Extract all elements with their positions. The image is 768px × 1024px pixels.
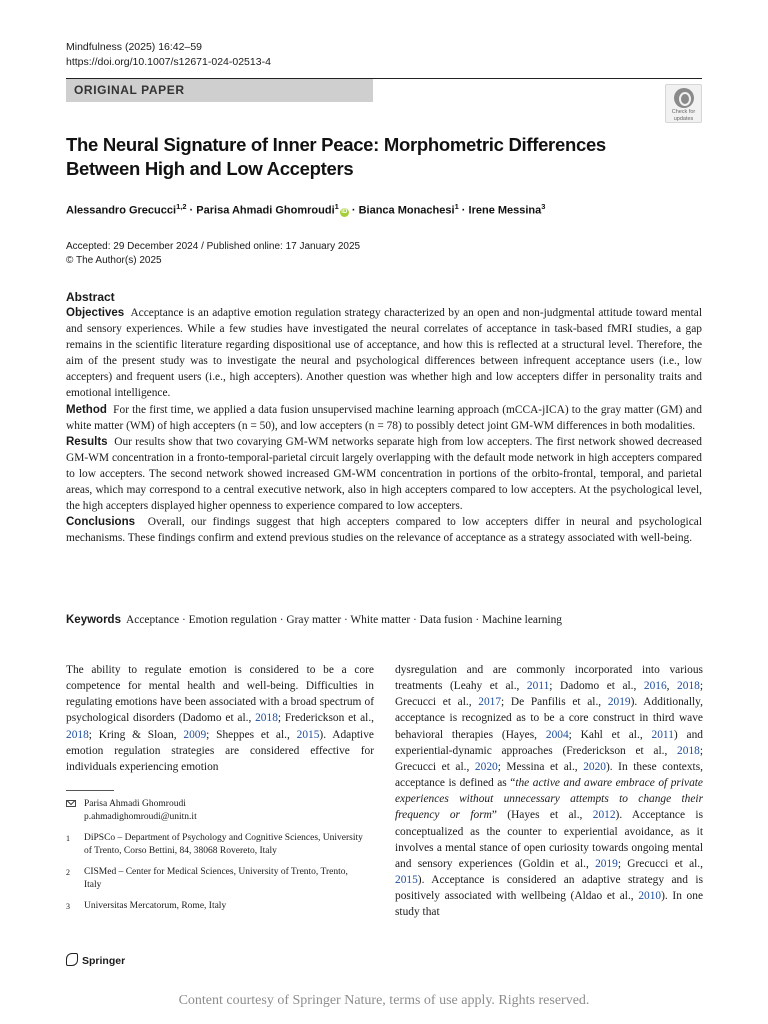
abstract-section [66,290,702,546]
footnote-rule [66,790,114,791]
abstract-objectives [66,305,702,402]
citation-link[interactable]: 2010 [638,890,662,903]
citation-link[interactable]: 2015 [395,874,418,887]
body-text: ; Messina et al., [497,760,584,773]
author-name[interactable]: Parisa Ahmadi Ghomroudi [196,204,335,217]
body-column-left [66,662,374,775]
doi-link[interactable]: https://doi.org/10.1007/s12671-024-02513-4 [66,56,271,68]
citation-link[interactable]: 2004 [545,728,569,741]
publisher-logo [66,953,125,967]
body-text: dysregulation and are commonly incorporated into various treatments (Leahy et al., [395,664,703,693]
affiliation-number: 1 [66,834,70,843]
crossmark-icon [674,88,694,108]
author-affiliation: 3 [541,202,546,211]
body-text: ). In these contexts, acceptance is defined as “ [395,760,703,790]
results-text: Our results show that two covarying GM-WM networks separate high from low accepters. The first network showed decreased GM-WM concentration in a fronto-temporal-parietal circuit largely overlapping with the default mode network in high accepters compared to low accepters. The second network showed increased GM-WM concentration in portions of the orbito-frontal, temporal, and parietal areas, which may correspond to a central executive network, also in high accepters compared to low accepters. At the psychological level, the high accepters displayed higher openness to experience compared to low accepters. [66,435,702,513]
keywords-label: Keywords [66,614,121,626]
objectives-text: Acceptance is an adaptive emotion regulation strategy characterized by an open and non-judgmental attitude toward mental and sensory experiences. While a few studies have investigated the neural correlates of acceptance in task-based fMRI studies, a gap remains in the scientific literature regarding dispositional use of acceptance, and how this is reflected at a structural level. Therefore, the aim of the present study was to investigate the neural and psychological differences between infrequent acceptance users (i.e., low accepters) and frequent users (i.e., high accepters). Another question was whether high and low accepters differ in personality traits and emotional intelligence. [66,307,702,400]
springer-horse-icon [66,953,78,966]
corresponding-author-email[interactable]: p.ahmadighomroudi@unitn.it [84,812,197,822]
copyright-line: © The Author(s) 2025 [66,255,162,266]
keywords-section [66,614,706,626]
author-affiliation: 1,2 [176,202,187,211]
results-label: Results [66,435,108,448]
citation-link[interactable]: 2018 [66,728,89,741]
author-name[interactable]: Irene Messina [468,204,542,217]
affiliation-number: 3 [66,902,70,911]
corresponding-author-note [66,798,366,824]
citation-link[interactable]: 2018 [677,744,700,757]
conclusions-text: Overall, our findings suggest that high accepters compared to low accepters differ in neural and psychological mechanisms. These findings confirm and extend previous studies on the relevance of acceptance as a strategy associated with well-being. [66,516,702,545]
affiliation-note [66,832,366,858]
keywords-list: Acceptance · Emotion regulation · Gray matter · White matter · Data fusion · Machine learning [126,614,562,626]
publisher-name: Springer [82,955,126,967]
affiliation-note [66,866,366,892]
check-updates-line1: Check for [671,109,696,115]
citation-link[interactable]: 2018 [255,712,278,725]
affiliation-text: Universitas Mercatorum, Rome, Italy [84,901,227,911]
body-text: ; Dadomo et al., [549,680,644,693]
method-text: For the first time, we applied a data fusion unsupervised machine learning approach (mCCA-jICA) to the gray matter (GM) and white matter (WM) of high accepters (n = 50), and low accepters (n = 78) to possibly detect joint GM-WM differences in both modalities. [66,403,702,432]
citation-link[interactable]: 2018 [677,680,700,693]
quoted-definition: the active and aware embrace of private experiences without unnecessary attempts to change their frequency or form [395,777,703,822]
citation-link[interactable]: 2011 [651,728,674,741]
citation-link[interactable]: 2009 [183,728,207,741]
article-dates [66,240,360,268]
author-name[interactable]: Alessandro Grecucci [66,204,177,217]
orcid-icon[interactable]: iD [341,208,348,215]
body-text: ; Grecucci et al., [395,680,703,709]
body-text: ). Adaptive emotion regulation strategies are considered effective for individuals experiencing emotion [66,728,374,773]
abstract-conclusions [66,514,702,546]
body-text: ) and experiential-dynamic approaches (Frederickson et al., [395,728,703,757]
affiliation-text: DiPSCo – Department of Psychology and Cognitive Sciences, University of Trento, Corso Bettini, 84, 38068 Rovereto, Italy [84,833,363,856]
body-text: ; Grecucci et al., [395,744,703,773]
abstract-results [66,434,702,514]
author-affiliation: 1 [454,202,459,211]
citation-link[interactable]: 2017 [478,696,502,709]
footnotes [66,798,366,921]
citation-link[interactable]: 2019 [595,857,618,870]
citation-link[interactable]: 2015 [296,728,320,741]
body-text: ; Kring & Sloan, [88,728,184,741]
affiliation-number: 2 [66,868,70,877]
corresponding-author-name: Parisa Ahmadi Ghomroudi [84,799,186,809]
citation-link[interactable]: 2020 [474,760,498,773]
body-text: The ability to regulate emotion is considered to be a core competence for mental health and well-being. Difficulties in regulating emotions have been associated with a broad spectrum of psychological disorders (Dadomo et al., [66,664,374,725]
paper-type-label: ORIGINAL PAPER [66,79,373,102]
author-list: Alessandro Grecucci$^{1,2}$ · Parisa Ahmadi Ghomroudi$^1$iD · Bianca Monachesi$^1$ · Irene Messina$^3$ [66,202,546,217]
author-name[interactable]: Bianca Monachesi [358,204,455,217]
check-updates-line2: updates [673,116,694,122]
abstract-method [66,402,702,434]
affiliation-note [66,900,366,913]
citation-link[interactable]: 2012 [592,809,616,822]
body-text: ). Acceptance is considered an adaptive strategy and is positively associated with wellbeing (Aldao et al., [395,874,703,903]
objectives-label: Objectives [66,307,125,319]
affiliation-text: CISMed – Center for Medical Sciences, University of Trento, Trento, Italy [84,867,348,890]
body-text: ; Kahl et al., [568,728,652,741]
article-title: The Neural Signature of Inner Peace: Morphometric Differences Between High and Low Accepters [66,134,606,179]
method-label: Method [66,403,107,416]
courtesy-notice: Content courtesy of Springer Nature, terms of use apply. Rights reserved. [178,993,590,1008]
body-text: ). Additionally, acceptance is recognized as to be a core construct in third wave behavioral therapies (Hayes, [395,696,703,741]
body-text: ; Frederickson et al., [277,712,375,725]
abstract-heading: Abstract [66,290,115,304]
body-text: ; Grecucci et al., [617,857,703,870]
body-text: ; De Panfilis et al., [501,696,608,709]
check-for-updates-badge[interactable] [665,84,702,123]
citation-link[interactable]: 2016 [643,680,667,693]
body-text: , [666,680,678,693]
citation-link[interactable]: 2011 [526,680,550,693]
author-affiliation: 1 [334,202,339,211]
journal-citation: Mindfulness (2025) 16:42–59 [66,41,203,53]
accepted-published-dates: Accepted: 29 December 2024 / Published online: 17 January 2025 [66,241,361,252]
conclusions-label: Conclusions [66,516,136,529]
body-text: ” (Hayes et al., [491,809,593,822]
body-text: ; Sheppes et al., [206,728,297,741]
citation-link[interactable]: 2020 [583,760,606,773]
body-text: ). In one study that [395,890,703,919]
body-text: ). Acceptance is conceptualized as the counter to experiential avoidance, as it involves a mental stance of open curiosity towards ongoing mental and sensory experiences (Goldin et al., [395,809,703,870]
envelope-icon [66,798,76,811]
body-column-right [395,662,703,921]
journal-info [66,40,271,70]
citation-link[interactable]: 2019 [607,696,631,709]
